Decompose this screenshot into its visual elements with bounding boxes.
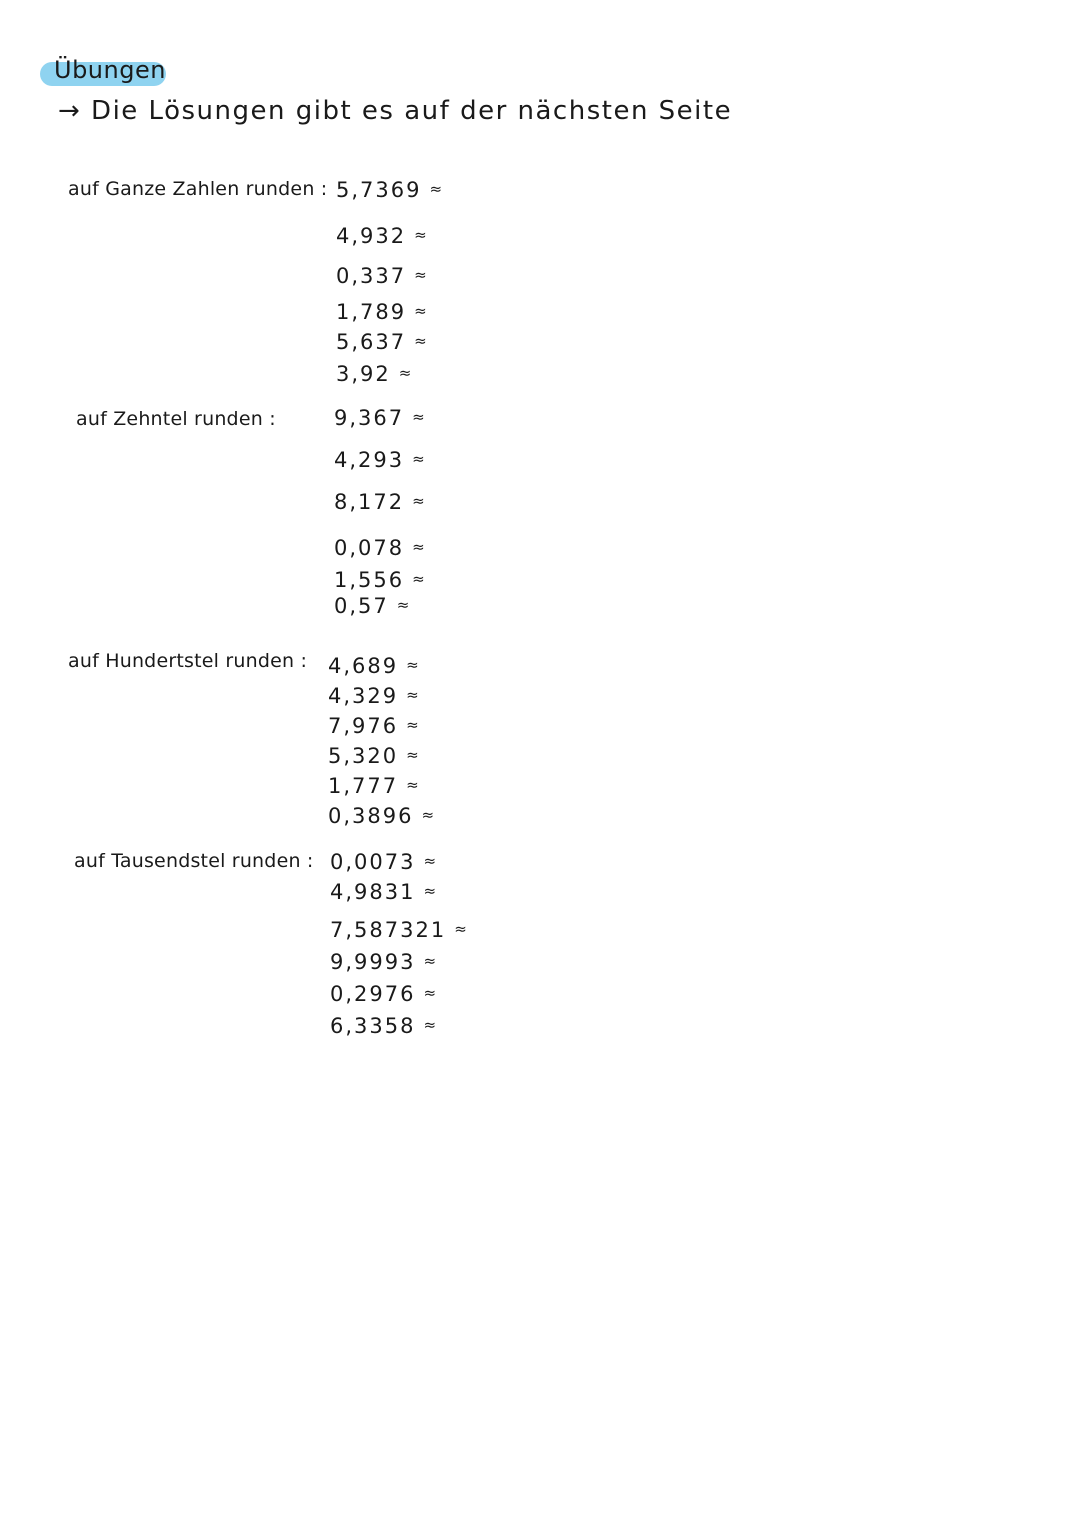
approx-symbol: ≈ xyxy=(423,882,437,900)
approx-symbol: ≈ xyxy=(423,852,437,870)
exercise-number: 0,337 ≈ xyxy=(336,264,427,288)
exercise-number: 1,556 ≈ xyxy=(334,568,425,592)
exercise-number: 9,367 ≈ xyxy=(334,406,425,430)
exercise-number: 9,9993 ≈ xyxy=(330,950,437,974)
exercise-number: 1,789 ≈ xyxy=(336,300,427,324)
number-list-tenths xyxy=(334,408,425,622)
approx-symbol: ≈ xyxy=(429,180,443,198)
exercise-number: 4,689 ≈ xyxy=(328,654,419,678)
exercise-number: 4,293 ≈ xyxy=(334,448,425,472)
exercise-number: 5,7369 ≈ xyxy=(336,178,443,202)
number-list-hundredths xyxy=(328,656,434,836)
approx-symbol: ≈ xyxy=(406,746,419,764)
approx-symbol: ≈ xyxy=(406,656,419,674)
exercise-number: 0,2976 ≈ xyxy=(330,982,437,1006)
approx-symbol: ≈ xyxy=(414,332,427,350)
exercise-number: 0,3896 ≈ xyxy=(328,804,435,828)
title-block xyxy=(44,56,166,84)
exercise-number: 0,078 ≈ xyxy=(334,536,425,560)
exercise-number: 4,9831 ≈ xyxy=(330,880,437,904)
exercise-number: 4,932 ≈ xyxy=(336,224,427,248)
approx-symbol: ≈ xyxy=(406,716,419,734)
approx-symbol: ≈ xyxy=(414,266,427,284)
approx-symbol: ≈ xyxy=(454,920,467,938)
section-label-tenths: auf Zehntel runden : xyxy=(76,408,276,430)
exercise-number: 3,92 ≈ xyxy=(336,362,412,386)
approx-symbol: ≈ xyxy=(412,538,425,556)
approx-symbol: ≈ xyxy=(406,686,419,704)
section-label-thousandths: auf Tausendstel runden : xyxy=(74,850,314,872)
approx-symbol: ≈ xyxy=(423,952,437,970)
subtitle-note: → Die Lösungen gibt es auf der nächsten Seite xyxy=(58,96,733,126)
exercise-number: 4,329 ≈ xyxy=(328,684,419,708)
approx-symbol: ≈ xyxy=(396,596,410,614)
page-title: Übungen xyxy=(54,56,166,84)
exercise-number: 0,0073 ≈ xyxy=(330,850,437,874)
exercise-number: 8,172 ≈ xyxy=(334,490,425,514)
approx-symbol: ≈ xyxy=(398,364,412,382)
approx-symbol: ≈ xyxy=(414,302,427,320)
exercise-number: 6,3358 ≈ xyxy=(330,1014,437,1038)
number-list-whole-numbers xyxy=(336,180,442,394)
approx-symbol: ≈ xyxy=(421,806,435,824)
approx-symbol: ≈ xyxy=(412,408,425,426)
section-label-hundredths: auf Hundertstel runden : xyxy=(68,650,308,672)
approx-symbol: ≈ xyxy=(406,776,419,794)
exercise-number: 7,587321 ≈ xyxy=(330,918,467,942)
approx-symbol: ≈ xyxy=(423,1016,437,1034)
approx-symbol: ≈ xyxy=(414,226,427,244)
exercise-number: 1,777 ≈ xyxy=(328,774,419,798)
exercise-number: 0,57 ≈ xyxy=(334,594,410,618)
approx-symbol: ≈ xyxy=(412,450,425,468)
approx-symbol: ≈ xyxy=(412,492,425,510)
approx-symbol: ≈ xyxy=(412,570,425,588)
exercise-number: 5,320 ≈ xyxy=(328,744,419,768)
number-list-thousandths xyxy=(330,852,467,1046)
exercise-number: 5,637 ≈ xyxy=(336,330,427,354)
section-label-whole-numbers: auf Ganze Zahlen runden : xyxy=(68,178,328,200)
exercise-number: 7,976 ≈ xyxy=(328,714,419,738)
approx-symbol: ≈ xyxy=(423,984,437,1002)
